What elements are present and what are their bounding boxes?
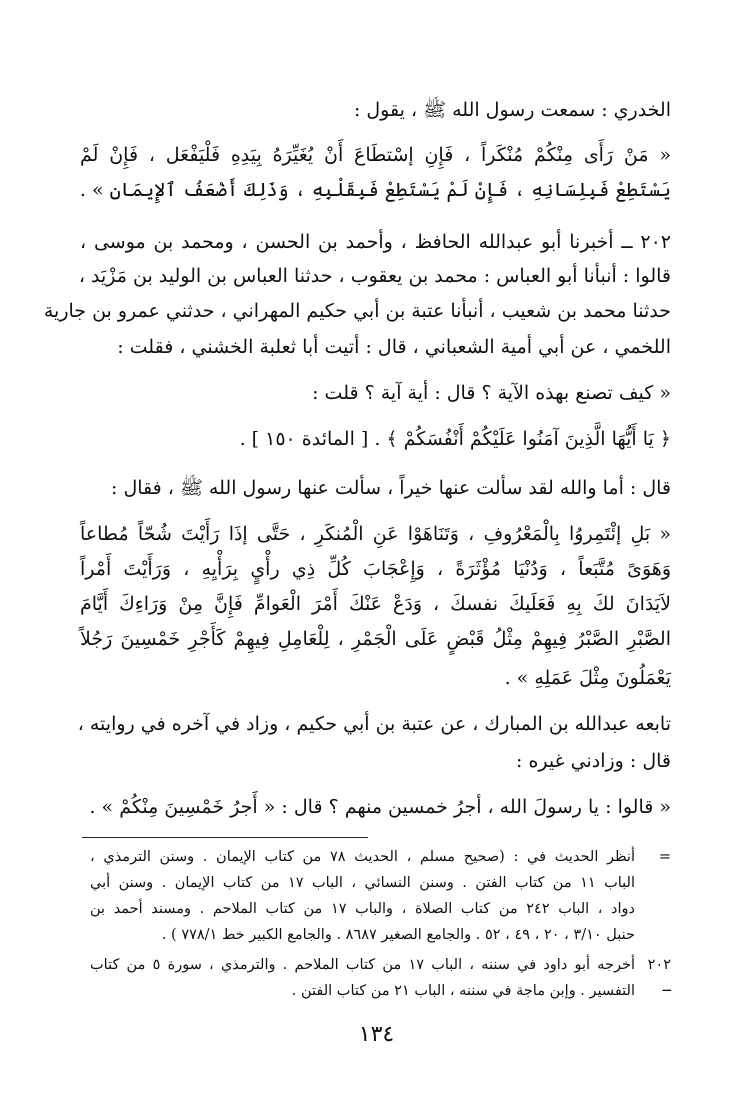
footnote-line: التفسير . وإبن ماجة في سننه ، الباب ٢١ من كتاب الفتن . — [291, 983, 635, 999]
footnote-line: دواد ، الباب ٢٤٢ من كتاب الصلاة ، والباب ١٧ من كتاب الملاحم . ومسند أحمد بن — [90, 901, 635, 917]
body-line: قال : وزادني غيره : — [516, 750, 671, 772]
hadith-text-line: يَعْمَلُونَ مِثْلَ عَمَلِهِ » . — [504, 667, 671, 689]
isnad-line: حدثنا محمد بن شعيب ، أنبأنا عتبة بن أبي حكيم المهراني ، حدثني عمرو بن جارية — [43, 300, 671, 322]
footnote-separator — [82, 837, 368, 838]
hadith-text-line: « قالوا : يا رسولَ الله ، أجرُ خمسين منهم ؟ قال : « أَجرُ خَمْسِينَ مِنْكُمْ » . — [89, 796, 671, 818]
body-line: تابعه عبدالله بن المبارك ، عن عتبة بن أبي حكيم ، وزاد في آخره في روايته ، — [77, 713, 671, 735]
footnote-line: الباب ١١ من كتاب الفتن . وسنن النسائي ، الباب ١٧ من كتاب الإيمان . وسنن أبي — [90, 875, 636, 891]
page-number: ١٣٤ — [358, 1022, 395, 1047]
footnote-marker: ٢٠٢ ــ — [647, 957, 671, 995]
body-line: قال : أما والله لقد سألت عنها خيراً ، سألت عنها رسول الله ﷺ ، فقال : — [111, 477, 671, 499]
hadith-text-line: وَهَوَىً مُتَّبَعاً ، وَدُنْيَا مُؤْثَرَةً ، وَإِعْجَابَ كُلِّ ذِي رأْيٍ بِرَأْيِهِ ، وَرَأَيْتَ أَمْراً — [80, 558, 671, 580]
footnote-line: حنبل ٣/١٠ ، ٢٠ ، ٤٩ ، ٥٢ . والجامع الصغير ٨٦٨٧ . والجامع الكبير خط ٧٧٨/١ ) . — [161, 927, 635, 943]
footnote-line: أنظر الحديث في : (صحيح مسلم ، الحديث ٧٨ من كتاب الإيمان . وسنن الترمذي ، — [90, 849, 636, 865]
footnote-line: أخرجه أبو داود في سننه ، الباب ١٧ من كتاب الملاحم . والترمذي ، سورة ٥ من كتاب — [90, 957, 636, 973]
hadith-text-line: « بَلِ إئْتَمِروُا بِالْمَعْرُوفِ ، وَتَنَاهَوْا عَنِ الْمُنكَرِ ، حَتَّى إذَا رَأَيْتَ شُحّاً مُطاعاً — [80, 523, 671, 545]
isnad-line: قالوا : أنبأنا أبو العباس : محمد بن يعقوب ، حدثنا العباس بن الوليد بن مَزْيَد ، — [78, 265, 671, 287]
footnote-marker: = — [658, 849, 671, 865]
body-line: الخدري : سمعت رسول الله ﷺ ، يقول : — [353, 99, 671, 121]
body-line: « كيف تصنع بهذه الآية ؟ قال : أية آية ؟ قلت : — [312, 382, 671, 404]
hadith-text-line: يَسْتَطِعْ فَبِلِسَانِهِ ، فَإِنْ لَمْ يَسْتَطِعْ فَبِقَلْبِهِ ، وَذَلِكَ أَضْعَفُ ٱلإِيمَان » . — [79, 179, 671, 201]
isnad-line: ٢٠٢ ــ أخبرنا أبو عبدالله الحافظ ، وأحمد بن الحسن ، ومحمد بن موسى ، — [80, 231, 671, 253]
hadith-text-line: الصَّبْرِ الصَّبْرُ فِيهِمْ مِثْلُ قَبْضٍ عَلَى الْجَمْرِ ، لِلْعَامِلِ فِيهِمْ كَأَجْرِ خَمْسِينَ رَجُلاً — [80, 628, 671, 650]
hadith-text-line: « مَنْ رَأَى مِنْكُمْ مُنْكَراً ، فَإِنِ إسْتطَاعَ أَنْ يُغَيِّرَهُ بِيَدِهِ فَلْيَفْعَل ، فَإِنْ لَمْ — [80, 144, 671, 166]
isnad-line: اللخمي ، عن أبي أمية الشعباني ، قال : أتيت أبا ثعلبة الخشني ، فقلت : — [117, 336, 671, 358]
quran-verse-line: ﴿ يَا أَيُّهَا الَّذِينَ آمَنُوا عَلَيْكُمْ أَنْفُسَكُمْ ﴾ . [ المائدة ١٥٠ ] . — [239, 428, 671, 450]
hadith-text-line: لاَيَدَانَ لكَ بِهِ فَعَلَيكَ نفسكَ ، وَدَعْ عَنْكَ أَمْرَ الْعَوامِّ فَإِنَّ مِنْ وَرَاءِكَ أَيَّامَ — [80, 593, 671, 615]
